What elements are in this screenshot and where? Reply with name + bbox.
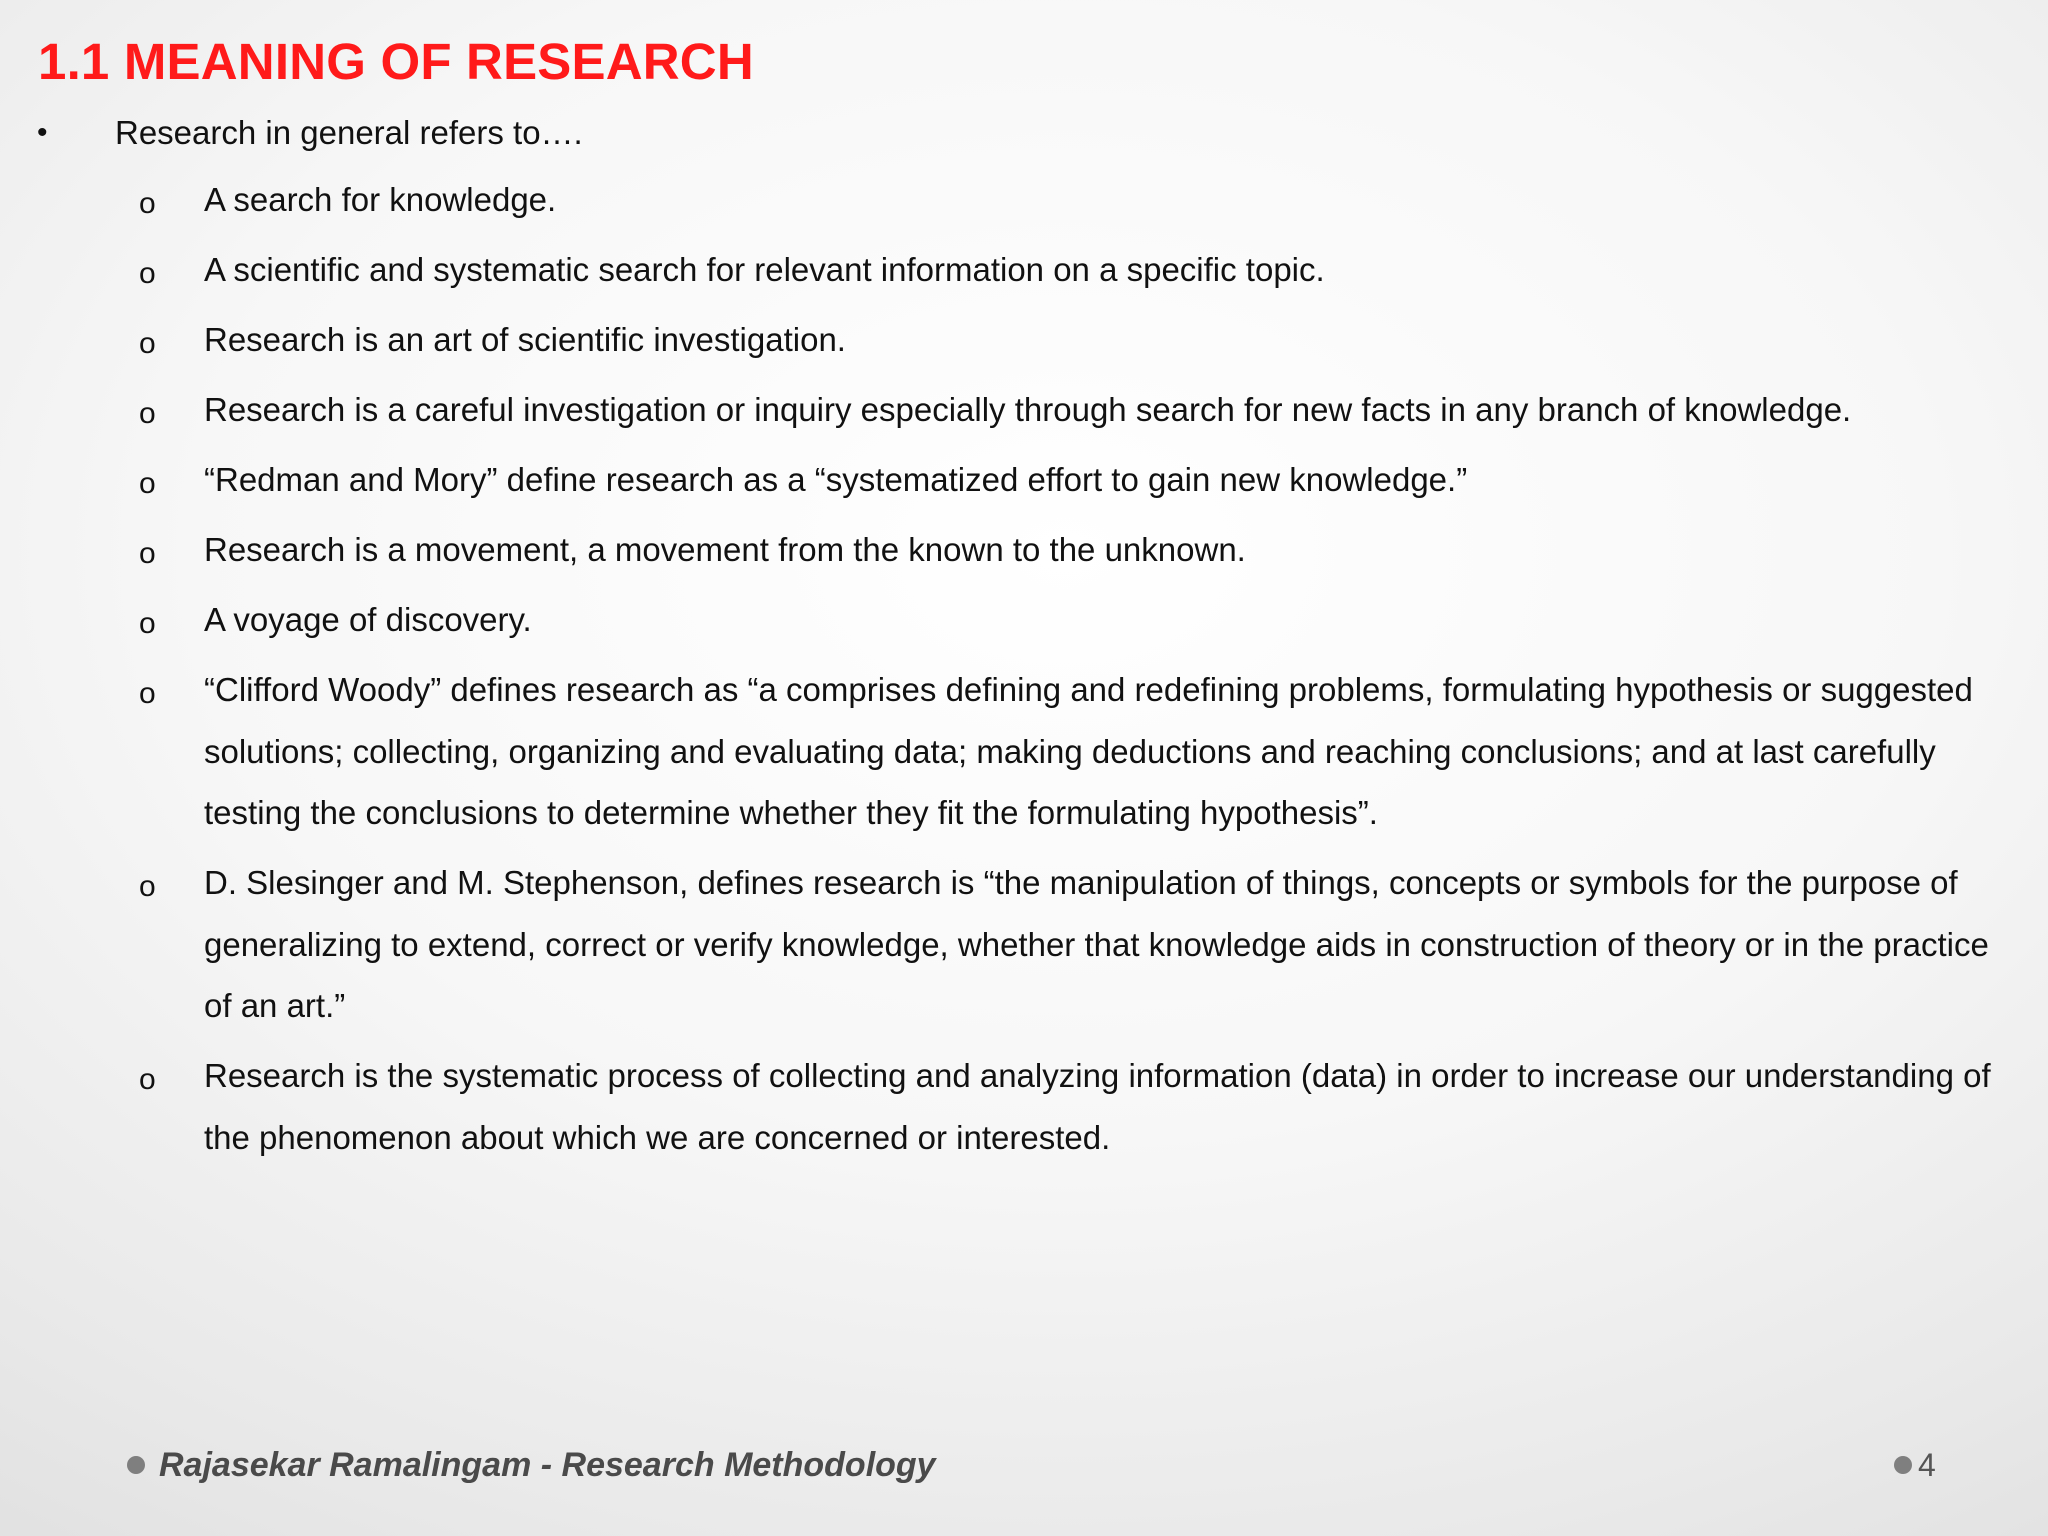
list-item-text: A voyage of discovery.: [204, 601, 532, 638]
list-marker-icon: o: [139, 677, 156, 710]
list-item: [0, 519, 2048, 581]
list-item: [0, 659, 2048, 844]
list-item: [0, 169, 2048, 231]
list-marker-icon: o: [139, 870, 156, 903]
list-item-text: Research is the systematic process of collecting and analyzing information (data) in order to increase our understanding of the phenomenon about which we are concerned or interested.: [204, 1057, 1991, 1156]
intro-line: [0, 108, 2048, 158]
list-marker-icon: o: [139, 257, 156, 290]
intro-text: Research in general refers to….: [115, 114, 583, 151]
list-marker-icon: o: [139, 607, 156, 640]
list-marker-icon: o: [139, 467, 156, 500]
bullet-icon: •: [37, 116, 48, 149]
footer-author-text: Rajasekar Ramalingam - Research Methodology: [159, 1446, 936, 1484]
list-item-text: “Clifford Woody” defines research as “a comprises defining and redefining problems, formulating hypothesis or suggested solutions; collecting, organizing and evaluating data; making deductions and reaching conclusions; and at last carefully testing the conclusions to determine whether they fit the formulating hypothesis”.: [204, 671, 1973, 831]
list-marker-icon: o: [139, 397, 156, 430]
list-item: [0, 1045, 2048, 1168]
list-item-text: A scientific and systematic search for relevant information on a specific topic.: [204, 251, 1325, 288]
list-item: [0, 589, 2048, 651]
list-marker-icon: o: [139, 1063, 156, 1096]
page-dot-icon: [1894, 1456, 1912, 1474]
list-item-text: D. Slesinger and M. Stephenson, defines research is “the manipulation of things, concepts or symbols for the purpose of generalizing to extend, correct or verify knowledge, whether that knowledge aids in construction of theory or in the practice of an art.”: [204, 864, 1989, 1024]
footer-dot-icon: [127, 1456, 145, 1474]
list-item: [0, 852, 2048, 1037]
page-number: 4: [1918, 1447, 1936, 1483]
list-item: [0, 379, 2048, 441]
list-item: [0, 239, 2048, 301]
list-item-text: A search for knowledge.: [204, 181, 557, 218]
list-marker-icon: o: [139, 327, 156, 360]
list-item-text: Research is an art of scientific investigation.: [204, 321, 846, 358]
list-item-text: Research is a careful investigation or inquiry especially through search for new facts in any branch of knowledge.: [204, 391, 1852, 428]
list-marker-icon: o: [139, 537, 156, 570]
list-item: [0, 449, 2048, 511]
definition-list: [0, 169, 2048, 1177]
list-item-text: Research is a movement, a movement from the known to the unknown.: [204, 531, 1246, 568]
slide-title: 1.1 MEANING OF RESEARCH: [38, 33, 754, 90]
list-marker-icon: o: [139, 187, 156, 220]
list-item-text: “Redman and Mory” define research as a “systematized effort to gain new knowledge.”: [204, 461, 1468, 498]
list-item: [0, 309, 2048, 371]
